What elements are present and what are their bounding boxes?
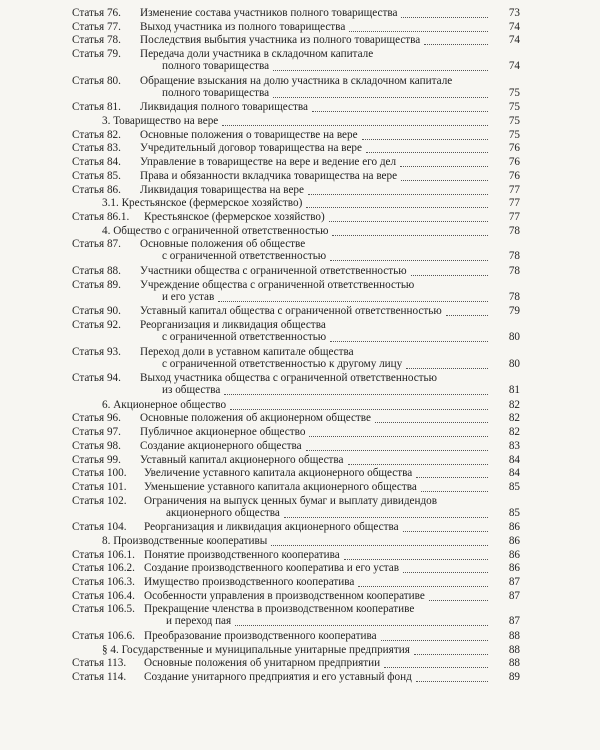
- article-number: Статья 86.: [72, 183, 121, 196]
- leader-dots: [429, 600, 488, 601]
- toc-entry: [72, 76, 520, 100]
- page-number: 73: [508, 7, 520, 19]
- entry-title: Учреждение общества с ограниченной ответственностью: [140, 278, 415, 291]
- article-number: Статья 98.: [72, 439, 121, 452]
- article-number: Статья 113.: [72, 657, 127, 670]
- toc-entry: [72, 49, 520, 73]
- leader-dots: [381, 640, 488, 641]
- page-number: 86: [508, 562, 520, 575]
- toc-entry: [72, 347, 520, 371]
- article-number: Статья 92.: [72, 318, 121, 331]
- entry-title: Создание унитарного предприятия и его уставный фонд: [144, 671, 412, 684]
- article-number: Статья 106.1.: [72, 548, 135, 561]
- entry-title: Основные положения о товариществе на вере: [140, 128, 358, 141]
- toc-entry: [72, 563, 520, 575]
- leader-dots: [306, 207, 488, 208]
- toc-entry: [72, 185, 520, 197]
- toc-entry: [72, 427, 520, 439]
- toc-entry: [72, 468, 520, 480]
- toc-entry: [72, 522, 520, 534]
- entry-title: Особенности управления в производственном кооперативе: [144, 589, 425, 602]
- article-number: Статья 83.: [72, 142, 121, 155]
- leader-dots: [401, 17, 488, 18]
- leader-dots: [414, 654, 488, 655]
- article-number: Статья 85.: [72, 169, 121, 182]
- page-number: 84: [508, 453, 520, 466]
- toc-entry: [72, 604, 520, 628]
- page-number: 75: [508, 115, 520, 127]
- page-number: 74: [508, 20, 520, 33]
- page-number: 78: [508, 224, 520, 237]
- article-number: Статья 87.: [72, 238, 121, 251]
- leader-dots: [284, 517, 488, 518]
- page-number: 75: [508, 86, 520, 99]
- leader-dots: [230, 409, 488, 410]
- page-number: 80: [508, 357, 520, 370]
- article-number: Статья 79.: [72, 48, 121, 61]
- article-number: Статья 99.: [72, 453, 121, 466]
- leader-dots: [446, 315, 488, 316]
- toc-entry: [72, 672, 520, 684]
- entry-title: Увеличение уставного капитала акционерного общества: [144, 467, 413, 480]
- entry-title-continued: и его устав: [162, 290, 215, 303]
- entry-title: Ограничения на выпуск ценных бумаг и выплату дивидендов: [144, 494, 438, 507]
- toc-section-heading: [72, 198, 520, 210]
- leader-dots: [273, 97, 488, 98]
- entry-title: Основные положения об акционерном обществе: [140, 412, 371, 425]
- toc-entry: [72, 591, 520, 603]
- article-number: Статья 97.: [72, 426, 121, 439]
- toc-entry: [72, 441, 520, 453]
- page-number: 86: [508, 548, 520, 561]
- toc-entry: [72, 577, 520, 589]
- leader-dots: [348, 464, 488, 465]
- entry-title-continued: с ограниченной ответственностью к другому лицу: [162, 357, 403, 370]
- toc-entry: [72, 8, 520, 20]
- entry-title: Ликвидация товарищества на вере: [140, 183, 304, 196]
- entry-title-continued: полного товарищества: [162, 86, 270, 99]
- page-number: 82: [508, 398, 520, 411]
- article-number: Статья 106.4.: [72, 589, 135, 602]
- article-number: Статья 82.: [72, 128, 121, 141]
- page-number: 81: [508, 384, 520, 397]
- entry-title: Основные положения об унитарном предприятии: [144, 657, 381, 670]
- entry-title: Прекращение членства в производственном кооперативе: [144, 603, 415, 616]
- entry-title-continued: и переход пая: [166, 615, 232, 628]
- page-number: 78: [508, 250, 520, 263]
- entry-title: § 4. Государственные и муниципальные унитарные предприятия: [102, 643, 410, 656]
- article-number: Статья 93.: [72, 345, 121, 358]
- leader-dots: [330, 341, 488, 342]
- toc-entry: [72, 130, 520, 142]
- toc-entry: [72, 22, 520, 34]
- page-number: 76: [508, 169, 520, 182]
- entry-title: 3. Товарищество на вере: [102, 115, 219, 127]
- entry-title-continued: с ограниченной ответственностью: [162, 330, 327, 343]
- article-number: Статья 106.2.: [72, 562, 135, 575]
- page-number: 77: [508, 197, 520, 210]
- entry-title: 4. Общество с ограниченной ответственностью: [102, 224, 329, 237]
- entry-title: Крестьянское (фермерское хозяйство): [144, 210, 325, 223]
- toc-entry: [72, 35, 520, 47]
- article-number: Статья 106.5.: [72, 603, 135, 616]
- article-number: Статья 96.: [72, 412, 121, 425]
- entry-title-continued: из общества: [162, 384, 221, 397]
- leader-dots: [308, 194, 488, 195]
- page-number: 87: [508, 576, 520, 588]
- leader-dots: [312, 111, 488, 112]
- leader-dots: [416, 477, 488, 478]
- leader-dots: [403, 572, 488, 573]
- page-number: 87: [508, 615, 520, 628]
- leader-dots: [400, 166, 488, 167]
- article-number: Статья 80.: [72, 74, 121, 87]
- entry-title: Уменьшение уставного капитала акционерного общества: [144, 480, 417, 493]
- entry-title: Права и обязанности вкладчика товарищества на вере: [140, 169, 398, 182]
- leader-dots: [273, 70, 488, 71]
- entry-title: Реорганизация и ликвидация акционерного общества: [144, 521, 399, 534]
- entry-title-continued: полного товарищества: [162, 60, 270, 73]
- toc-entry: [72, 455, 520, 467]
- leader-dots: [366, 152, 488, 153]
- leader-dots: [344, 559, 488, 560]
- page-number: 86: [508, 534, 520, 547]
- page-number: 74: [508, 60, 520, 73]
- entry-title: Изменение состава участников полного товарищества: [140, 7, 398, 19]
- toc-entry: [72, 373, 520, 397]
- entry-title: Обращение взыскания на долю участника в складочном капитале: [140, 74, 453, 87]
- entry-title: Создание производственного кооператива и его устав: [144, 562, 400, 575]
- page-number: 79: [508, 305, 520, 318]
- entry-title: Переход доли в уставном капитале общества: [140, 345, 354, 358]
- entry-title: Создание акционерного общества: [140, 439, 302, 452]
- toc-section-heading: [72, 645, 520, 657]
- entry-title: Ликвидация полного товарищества: [140, 101, 308, 114]
- toc-entry: [72, 631, 520, 643]
- toc-entry: [72, 280, 520, 304]
- leader-dots: [332, 235, 488, 236]
- page-number: 89: [508, 671, 520, 684]
- leader-dots: [330, 260, 488, 261]
- leader-dots: [329, 221, 488, 222]
- leader-dots: [424, 44, 488, 45]
- entry-title: 8. Производственные кооперативы: [102, 534, 268, 547]
- entry-title: 6. Акционерное общество: [102, 398, 227, 411]
- article-number: Статья 114.: [72, 671, 127, 684]
- entry-title: Понятие производственного кооператива: [144, 548, 340, 561]
- entry-title: Управление в товариществе на вере и ведение его дел: [140, 156, 397, 169]
- page-number: 87: [508, 589, 520, 602]
- page-number: 80: [508, 330, 520, 343]
- entry-title: Учредительный договор товарищества на вере: [140, 142, 362, 155]
- leader-dots: [375, 422, 488, 423]
- page-number: 88: [508, 657, 520, 670]
- leader-dots: [411, 275, 488, 276]
- entry-title: Уставный капитал общества с ограниченной ответственностью: [140, 305, 442, 318]
- entry-title: Публичное акционерное общество: [140, 426, 306, 439]
- toc-section-heading: [72, 116, 520, 128]
- page-number: 78: [508, 264, 520, 277]
- page-number: 88: [508, 643, 520, 656]
- toc-entry: [72, 306, 520, 318]
- entry-title: Передача доли участника в складочном капитале: [140, 48, 374, 61]
- toc-entry: [72, 658, 520, 670]
- entry-title: Выход участника общества с ограниченной ответственностью: [140, 372, 438, 385]
- article-number: Статья 106.3.: [72, 576, 135, 588]
- leader-dots: [384, 667, 488, 668]
- toc-entry: [72, 143, 520, 155]
- entry-title: Участники общества с ограниченной ответственностью: [140, 264, 407, 277]
- page-number: 83: [508, 439, 520, 452]
- toc-entry: [72, 496, 520, 520]
- article-number: Статья 106.6.: [72, 630, 135, 642]
- page-number: 82: [508, 412, 520, 425]
- entry-title: Выход участника из полного товарищества: [140, 20, 346, 33]
- entry-title: Реорганизация и ликвидация общества: [140, 318, 326, 331]
- leader-dots: [218, 301, 488, 302]
- article-number: Статья 89.: [72, 278, 121, 291]
- article-number: Статья 104.: [72, 521, 127, 534]
- article-number: Статья 88.: [72, 264, 121, 277]
- toc-entry: [72, 550, 520, 562]
- leader-dots: [222, 125, 488, 126]
- entry-title: Имущество производственного кооператива: [144, 576, 355, 588]
- leader-dots: [349, 31, 488, 32]
- toc-entry: [72, 266, 520, 278]
- article-number: Статья 78.: [72, 34, 121, 47]
- leader-dots: [362, 139, 488, 140]
- article-number: Статья 84.: [72, 156, 121, 169]
- leader-dots: [306, 450, 488, 451]
- page-number: 77: [508, 183, 520, 196]
- toc-entry: [72, 212, 520, 224]
- page-number: 86: [508, 521, 520, 534]
- entry-title: Основные положения об обществе: [140, 238, 306, 251]
- entry-title-continued: с ограниченной ответственностью: [162, 250, 327, 263]
- entry-title: Уставный капитал акционерного общества: [140, 453, 344, 466]
- leader-dots: [406, 368, 488, 369]
- toc-entry: [72, 413, 520, 425]
- article-number: Статья 100.: [72, 467, 127, 480]
- page-number: 82: [508, 426, 520, 439]
- article-number: Статья 101.: [72, 480, 127, 493]
- toc-section-heading: [72, 536, 520, 548]
- article-number: Статья 102.: [72, 494, 127, 507]
- toc-entry: [72, 482, 520, 494]
- page-number: 78: [508, 290, 520, 303]
- page-number: 77: [508, 210, 520, 223]
- leader-dots: [403, 531, 488, 532]
- leader-dots: [401, 180, 488, 181]
- leader-dots: [271, 545, 488, 546]
- page-number: 75: [508, 101, 520, 114]
- toc-entry: [72, 320, 520, 344]
- page-number: 76: [508, 156, 520, 169]
- leader-dots: [421, 491, 488, 492]
- leader-dots: [224, 394, 488, 395]
- toc-entry: [72, 171, 520, 183]
- entry-title: Последствия выбытия участника из полного товарищества: [140, 34, 421, 47]
- page-number: 74: [508, 34, 520, 47]
- toc-section-heading: [72, 226, 520, 238]
- leader-dots: [235, 625, 488, 626]
- toc-entry: [72, 239, 520, 263]
- article-number: Статья 86.1.: [72, 210, 130, 223]
- page-number: 88: [508, 630, 520, 642]
- article-number: Статья 76.: [72, 7, 121, 19]
- article-number: Статья 94.: [72, 372, 121, 385]
- page-number: 76: [508, 142, 520, 155]
- toc-entry: [72, 102, 520, 114]
- toc-entry: [72, 157, 520, 169]
- entry-title: 3.1. Крестьянское (фермерское хозяйство): [102, 197, 303, 210]
- leader-dots: [358, 586, 488, 587]
- leader-dots: [416, 681, 488, 682]
- entry-title-continued: акционерного общества: [166, 506, 280, 519]
- article-number: Статья 77.: [72, 20, 121, 33]
- article-number: Статья 81.: [72, 101, 121, 114]
- article-number: Статья 90.: [72, 305, 121, 318]
- leader-dots: [309, 436, 488, 437]
- page-number: 85: [508, 480, 520, 493]
- entry-title: Преобразование производственного кооператива: [144, 630, 377, 642]
- page-number: 75: [508, 128, 520, 141]
- toc-section-heading: [72, 400, 520, 412]
- page-number: 84: [508, 467, 520, 480]
- page-number: 85: [508, 506, 520, 519]
